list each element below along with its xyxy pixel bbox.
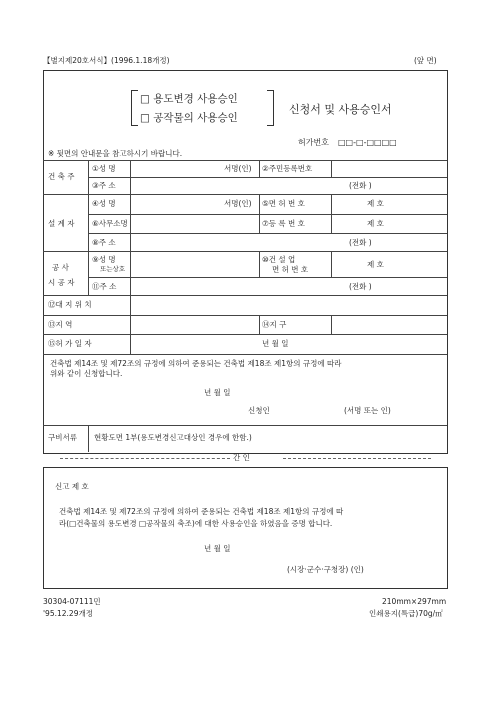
approval-line1: 건축법 제14조 및 제72조의 규정에 의하여 준용되는 건축법 제18조 제1항의 규정에 따: [59, 507, 344, 516]
applicant-label: 신청인: [248, 406, 270, 415]
owner-address-label: ③주 소: [92, 181, 116, 190]
contractor-license-label-sub: 면 허 번 호: [272, 265, 309, 274]
required-docs-label: 구비서류: [48, 433, 77, 442]
form-code: 30304-07111민: [43, 597, 101, 606]
approval-line2: 라(□건축물의 용도변경 □공작물의 축조)에 대한 사용승인을 하였음을 증명 합니다.: [59, 519, 333, 528]
designer-registration-label: ⑦등 록 번 호: [262, 219, 305, 228]
permit-date-value: 년 월 일: [262, 339, 289, 348]
contractor-name-label-sub: 또는상호: [100, 265, 126, 273]
application-date: 년 월 일: [204, 388, 231, 397]
seal-line-label: 간 인: [233, 453, 250, 462]
statement-line2: 위와 같이 신청합니다.: [50, 369, 123, 378]
site-location-label: ⑫대 지 위 치: [48, 300, 92, 309]
paper-size: 210mm×297mm: [382, 597, 447, 606]
statement-line1: 건축법 제14조 및 제72조의 규정에 의하여 준용되는 건축법 제18조 제1항의 규정에 따라: [50, 359, 342, 368]
owner-rrn-label: ②주민등록번호: [262, 164, 313, 173]
designer-address-label: ⑧주 소: [92, 238, 116, 247]
contractor-section-label-line1: 공 사: [52, 263, 69, 272]
designer-section-label: 설 계 자: [48, 219, 75, 228]
district-label: ⑭지 구: [262, 320, 287, 329]
zone-label: ⑬지 역: [48, 320, 73, 329]
applicant-signature: (서명 또는 인): [344, 406, 391, 415]
designer-license-value: 제 호: [367, 199, 384, 208]
permit-number-label: 허가번호: [298, 138, 329, 147]
designer-office-label: ⑥사무소명: [92, 219, 128, 228]
title-bracket-left: [131, 90, 138, 126]
title-option-use-change: □ 용도변경 사용승인: [140, 93, 238, 105]
owner-signature: 서명(인): [224, 164, 252, 173]
contractor-address-label: ⑪주 소: [92, 282, 117, 291]
notice-text: ※ 뒷면의 안내문을 참고하시기 바랍니다.: [48, 149, 183, 158]
designer-signature: 서명(인): [224, 199, 252, 208]
contractor-section-label-line2: 시 공 자: [48, 278, 75, 287]
designer-phone: (전화 ): [349, 238, 372, 247]
owner-section-label: 건 축 주: [48, 172, 75, 181]
designer-license-label: ⑤면 허 번 호: [262, 199, 305, 208]
designer-registration-value: 제 호: [367, 219, 384, 228]
permit-date-label: ⑮허 가 일 자: [48, 339, 92, 348]
contractor-name-label: ⑨성 명: [92, 255, 116, 264]
form-title: 신청서 및 사용승인서: [289, 103, 392, 116]
required-docs-value: 현황도면 1부(용도변경신고대상인 경우에 한함.): [94, 433, 252, 442]
contractor-license-label: ⑩건 설 업: [262, 255, 296, 264]
owner-name-label: ①성 명: [92, 164, 116, 173]
approval-authority: (시장·군수·구청장) (인): [287, 565, 364, 574]
owner-phone: (전화 ): [349, 181, 372, 190]
form-number: 【별지제20호서식】(1996.1.18개정): [43, 56, 170, 65]
title-option-structure: □ 공작물의 사용승인: [140, 112, 238, 124]
permit-number-boxes: □□-□-□□□□: [338, 138, 397, 147]
approval-certificate: [43, 467, 448, 589]
title-bracket-right: [267, 90, 274, 126]
paper-type: 인쇄용지(특급)70g/㎡: [369, 609, 443, 618]
contractor-phone: (전화 ): [349, 282, 372, 291]
contractor-license-value: 제 호: [367, 260, 384, 269]
report-number: 신고 제 호: [55, 482, 89, 491]
approval-date: 년 월 일: [204, 544, 231, 553]
designer-name-label: ④성 명: [92, 199, 116, 208]
revision-date: '95.12.29개정: [43, 609, 93, 618]
page-side: (앞 면): [414, 56, 437, 65]
